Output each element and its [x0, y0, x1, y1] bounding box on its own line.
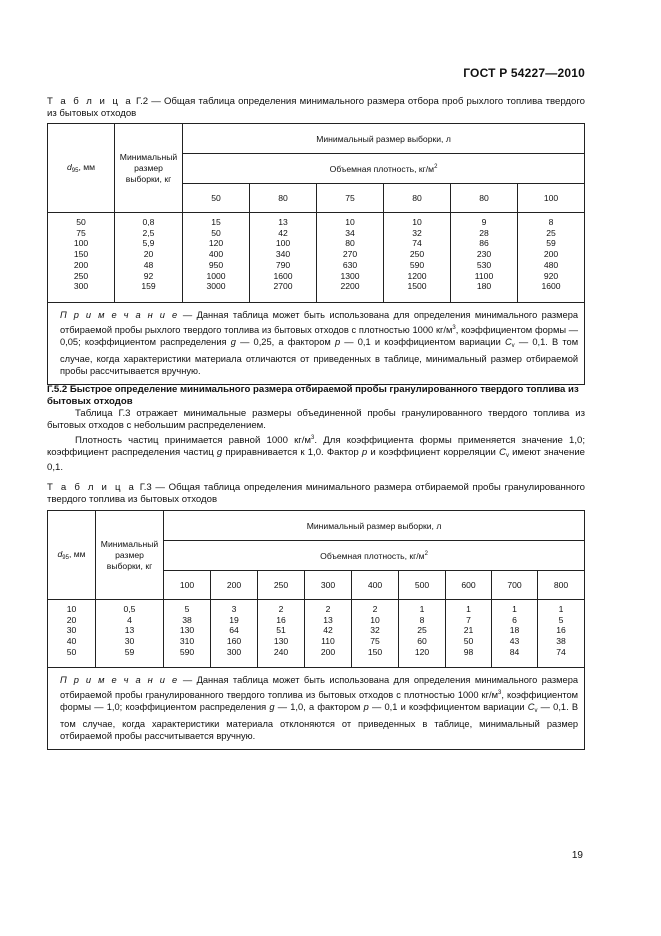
caption-text: Г.2 — Общая таблица определения минимального размера отбора проб рыхлого топлива твердого из бытовых отходов	[47, 96, 585, 119]
density-value: 50	[183, 184, 250, 213]
density-value: 600	[446, 571, 492, 600]
col-header-d95: $d_{95}$, мм	[48, 511, 96, 600]
volume-values: 5 38 130 310 590	[164, 600, 211, 668]
volume-values: 10 34 80 270 630 1300 2200	[317, 213, 384, 303]
page-number: 19	[571, 850, 583, 861]
density-header: Объемная плотность, $кг/м^2$	[183, 154, 585, 184]
d95-values: 10 20 30 40 50	[48, 600, 96, 668]
density-value: 75	[317, 184, 384, 213]
volume-values: 13 42 100 340 790 1600 2700	[250, 213, 317, 303]
density-value: 80	[384, 184, 451, 213]
caption-lead: Т а б л и ц а	[47, 96, 133, 107]
volume-values: 8 25 59 200 480 920 1600	[518, 213, 585, 303]
volume-values: 9 28 86 230 530 1100 180	[451, 213, 518, 303]
table-data-row	[48, 600, 585, 668]
d95-values: 50 75 100 150 200 250 300	[48, 213, 115, 303]
caption-lead: Т а б л и ц а	[47, 482, 137, 493]
group-header-min-size-l: Минимальный размер выборки, л	[164, 511, 585, 541]
col-header-min-size-kg: Минимальный размер выборки, кг	[115, 124, 183, 213]
volume-values: 10 32 74 250 590 1200 1500	[384, 213, 451, 303]
density-value: 300	[305, 571, 352, 600]
table-g3-caption	[47, 482, 585, 506]
volume-values: 2 13 42 110 200	[305, 600, 352, 668]
density-value: 100	[518, 184, 585, 213]
section-paragraph: Таблица Г.3 отражает минимальные размеры объединенной пробы гранулированного твердого топлива из бытовых отходов с небольшим распределением.	[47, 408, 585, 431]
group-header-min-size-l: Минимальный размер выборки, л	[183, 124, 585, 154]
volume-values: 1 7 21 50 98	[446, 600, 492, 668]
section-paragraph: Плотность частиц принимается равной 1000 $кг/м^3$. Для коэффициента формы применяется значение 1,0; коэффициент распределения частиц g приравнивается к 1,0. Фактор p и коэффициент корреляции $C_v$ имеют значение 0,1.	[47, 435, 586, 473]
density-header: Объемная плотность, $кг/м^2$	[164, 541, 585, 571]
density-value: 700	[492, 571, 538, 600]
table-g2-note: П р и м е ч а н и е — Данная таблица может быть использована для определения минимального размера отбираемой пробы рыхлого твердого топлива из бытовых отходов с плотностью 1000 $кг/м^3$, коэффициентом формы — 0,05; коэффициентом распределения g — 0,25, а фактором p — 0,1 и коэффициентом вариации $C_v$ — 0,1. В том случае, когда характеристики материала отличаются от приведенных в таблице, минимальный размер отбираемой пробы рассчитывается вручную.	[48, 303, 585, 385]
col-header-min-size-kg: Минимальный размер выборки, кг	[96, 511, 164, 600]
table-data-row	[48, 213, 585, 303]
density-value: 200	[211, 571, 258, 600]
col-header-d95: $d_{95}$, мм	[48, 124, 115, 213]
caption-text: Г.3 — Общая таблица определения минимального размера отбираемой пробы гранулированного твердого топлива из бытовых отходов	[47, 482, 586, 505]
table-g2-caption	[47, 96, 585, 120]
density-value: 100	[164, 571, 211, 600]
density-value: 80	[451, 184, 518, 213]
table-g2	[47, 123, 585, 385]
volume-values: 2 10 32 75 150	[352, 600, 399, 668]
density-value: 800	[538, 571, 585, 600]
table-g3	[47, 510, 585, 750]
min-size-kg-values: 0,5 4 13 30 59	[96, 600, 164, 668]
density-value: 250	[258, 571, 305, 600]
density-value: 500	[399, 571, 446, 600]
section-title: Г.5.2 Быстрое определение минимального размера отбираемой пробы гранулированного твердого топлива из бытовых отходов	[47, 384, 579, 407]
volume-values: 1 6 18 43 84	[492, 600, 538, 668]
density-value: 80	[250, 184, 317, 213]
table-g3-note: П р и м е ч а н и е — Данная таблица может быть использована для определения минимального размера отбираемой пробы гранулированного твердого топлива из бытовых отходов с плотностью 1000 $кг/м^3$, коэффициентом формы — 1,0; коэффициентом распределения g — 1,0, а фактором p — 0,1 и коэффициентом вариации $C_v$ — 0,1. В том случае, когда характеристики материала отклоняются от приведенных в таблице, минимальный размер отбираемой пробы рассчитывается вручную.	[48, 668, 585, 750]
volume-values: 15 50 120 400 950 1000 3000	[183, 213, 250, 303]
density-value: 400	[352, 571, 399, 600]
min-size-kg-values: 0,8 2,5 5,9 20 48 92 159	[115, 213, 183, 303]
document-id: ГОСТ Р 54227—2010	[463, 66, 585, 80]
volume-values: 1 5 16 38 74	[538, 600, 585, 668]
volume-values: 1 8 25 60 120	[399, 600, 446, 668]
volume-values: 2 16 51 130 240	[258, 600, 305, 668]
volume-values: 3 19 64 160 300	[211, 600, 258, 668]
